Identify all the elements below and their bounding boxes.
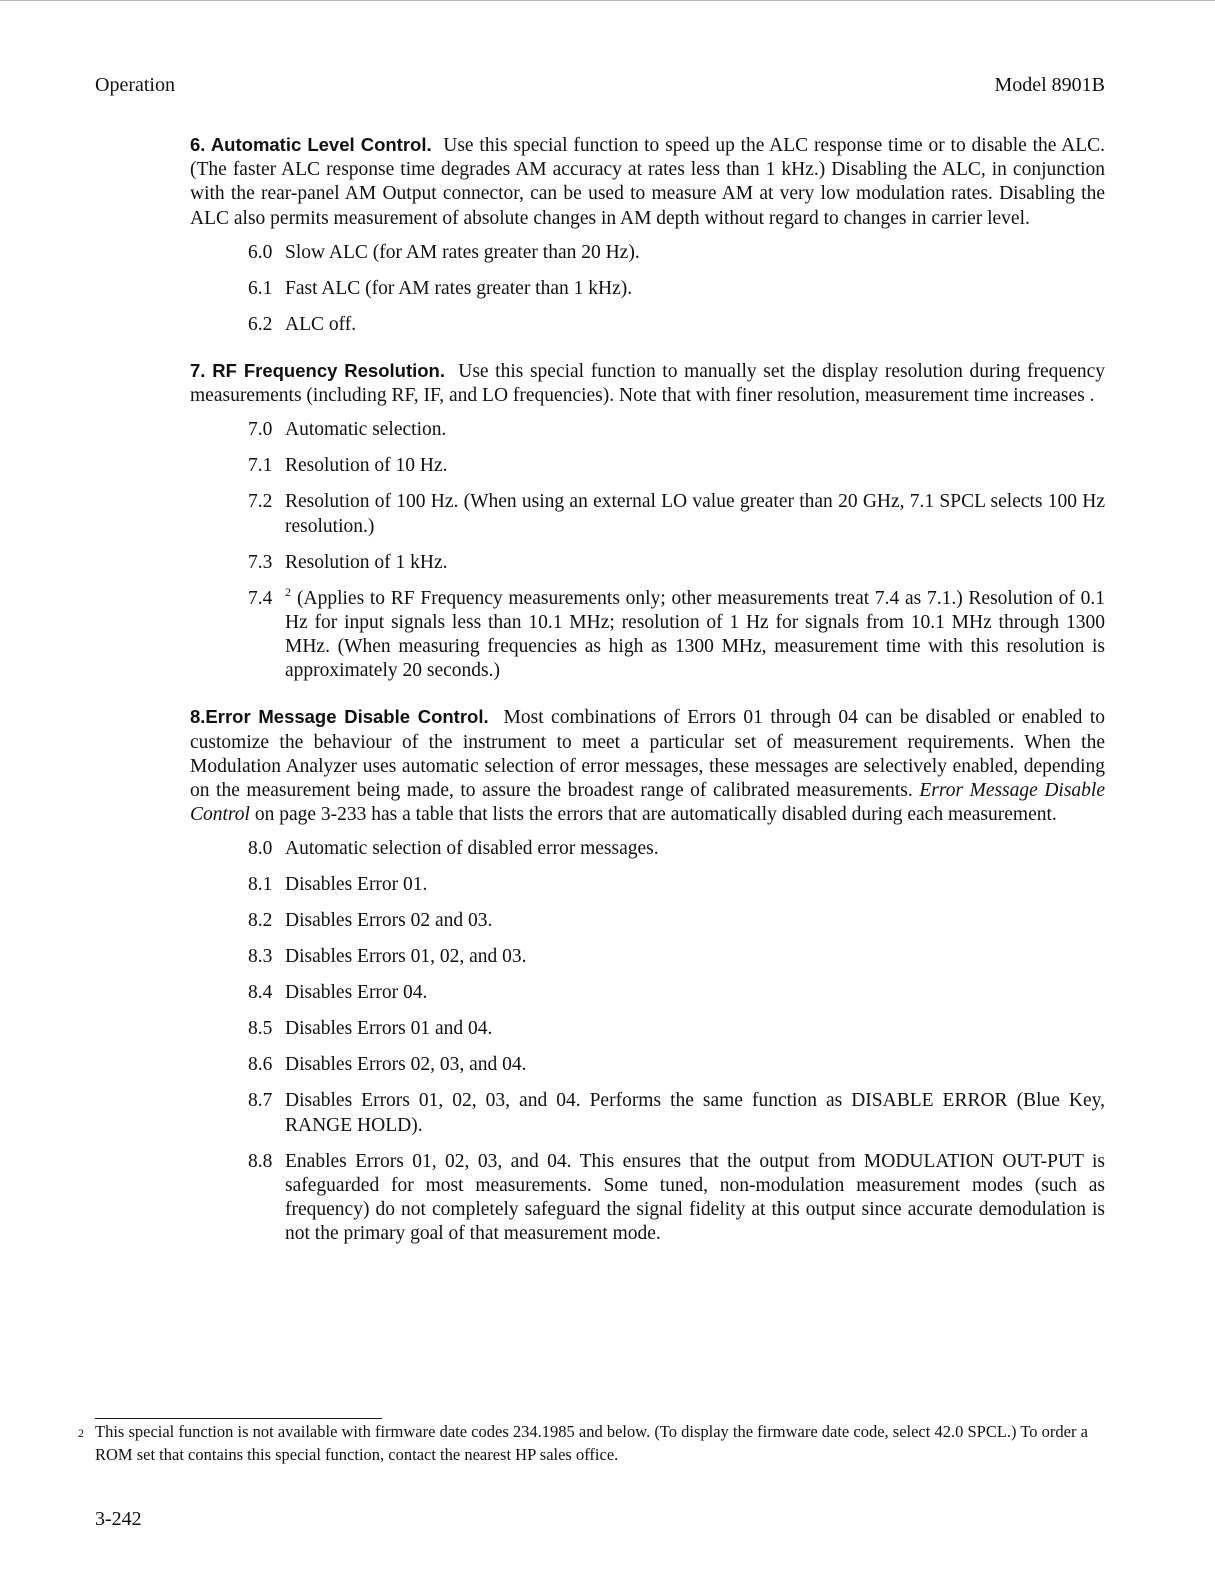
section-paragraph — [190, 359, 1105, 408]
item-text: Disables Errors 02, 03, and 04. — [285, 1054, 527, 1076]
item-number: 8.6 — [248, 1054, 273, 1076]
item-number: 8.4 — [248, 982, 273, 1004]
page-number: 3-242 — [95, 1508, 142, 1530]
item-number: 8.5 — [248, 1018, 273, 1040]
item-number: 6.1 — [248, 277, 273, 299]
section-body: Use this special function to speed up the ALC response time or to disable the ALC. (The faster ALC response time degrades AM accuracy at rates less than 1 kHz.) Disabling the ALC, in conjunction with the rear-panel AM Output connector, can be used to measure AM at very low modulation rates. Disabling the ALC also permits measurement of absolute changes in AM depth without regard to changes in carrier level. — [190, 135, 1106, 229]
option-list — [248, 418, 1105, 683]
item-number: 7.3 — [248, 551, 273, 573]
item-text: Enables Errors 01, 02, 03, and 04. This ensures that the output from MODULATION OUT-PUT is safeguarded for most measurements. Some tuned, non-modulation measurement modes (such as frequency) do not completely safeguard the signal fidelity at this output since accurate demodulation is not the primary goal of that measurement mode. — [285, 1150, 1105, 1245]
list-item — [248, 1089, 1105, 1137]
footnote-text: This special function is not available with firmware date codes 234.1985 and below. (To display the firmware date code, select 42.0 SPCL.) To order a ROM set that contains this special function, contact the nearest HP sales office. — [95, 1422, 1088, 1464]
page-body — [190, 133, 1105, 1268]
item-text: Automatic selection of disabled error messages. — [285, 838, 659, 860]
list-item — [248, 1150, 1105, 1247]
list-item — [248, 277, 1105, 301]
running-header-model: Model 8901B — [994, 74, 1105, 96]
option-list — [248, 837, 1105, 1246]
section-title: 7. RF Frequency Resolution. — [190, 360, 445, 382]
list-item — [248, 1053, 1105, 1077]
item-number: 8.0 — [248, 838, 273, 860]
item-number: 8.8 — [248, 1150, 273, 1172]
item-number: 6.0 — [248, 241, 273, 263]
footnote-reference: 2 — [285, 585, 291, 600]
item-number: 8.3 — [248, 946, 273, 968]
list-item — [248, 241, 1105, 265]
list-item — [248, 837, 1105, 861]
item-text — [285, 587, 1105, 684]
item-number: 7.4 — [248, 587, 273, 609]
item-number: 6.2 — [248, 313, 273, 335]
section-title: 6. Automatic Level Control. — [190, 134, 432, 155]
footnote-mark: 2 — [78, 1426, 84, 1440]
item-number: 7.2 — [248, 491, 273, 513]
item-text: Disables Errors 01, 02, 03, and 04. Performs the same function as DISABLE ERROR (Blue Key, RANGE HOLD). — [285, 1090, 1105, 1136]
section-paragraph — [190, 133, 1105, 231]
item-text: Disables Errors 02 and 03. — [285, 910, 493, 932]
item-text: Resolution of 1 kHz. — [285, 551, 448, 573]
item-number: 8.1 — [248, 874, 273, 896]
item-text: Slow ALC (for AM rates greater than 20 Hz). — [285, 241, 640, 263]
item-text: Disables Errors 01 and 04. — [285, 1018, 493, 1040]
list-item — [248, 1017, 1105, 1041]
item-number: 8.2 — [248, 910, 273, 932]
section-error-message-disable-control — [190, 705, 1105, 1246]
footnote-divider — [95, 1418, 382, 1419]
section-paragraph — [190, 705, 1105, 827]
item-text: Resolution of 10 Hz. — [285, 455, 448, 477]
cross-reference: Error Message Disable Control — [190, 780, 1105, 826]
footnote — [78, 1420, 1095, 1466]
list-item — [248, 909, 1105, 933]
item-text: Disables Error 04. — [285, 982, 428, 1004]
item-text: Automatic selection. — [285, 419, 447, 441]
item-text: Disables Error 01. — [285, 874, 428, 896]
item-number: 7.1 — [248, 455, 273, 477]
list-item — [248, 313, 1105, 337]
item-text: Fast ALC (for AM rates greater than 1 kHz). — [285, 277, 633, 299]
list-item — [248, 454, 1105, 478]
section-body: Use this special function to manually set the display resolution during frequency measurements (including RF, IF, and LO frequencies). Note that with finer resolution, measurement time increases . — [190, 361, 1105, 407]
section-rf-frequency-resolution — [190, 359, 1105, 683]
item-number: 7.0 — [248, 419, 273, 441]
list-item — [248, 551, 1105, 575]
list-item — [248, 418, 1105, 442]
list-item — [248, 981, 1105, 1005]
list-item — [248, 490, 1105, 538]
item-number: 8.7 — [248, 1090, 273, 1112]
top-border-line — [0, 0, 1215, 1]
item-text: Resolution of 100 Hz. (When using an external LO value greater than 20 GHz, 7.1 SPCL selects 100 Hz resolution.) — [285, 491, 1105, 537]
running-header-section: Operation — [95, 74, 175, 96]
list-item — [248, 873, 1105, 897]
list-item — [248, 945, 1105, 969]
option-list — [248, 241, 1105, 337]
section-body: Most combinations of Errors 01 through 04 can be disabled or enabled to customize the behaviour of the instrument to meet a particular set of measurement requirements. When the Modulation Analyzer uses automatic selection of error messages, these messages are selectively enabled, depending on the measurement being made, to assure the broadest range of calibrated measurements. — [190, 707, 1106, 802]
section-body-continued: on page 3-233 has a table that lists the errors that are automatically disabled during each measurement. — [254, 804, 1057, 826]
section-automatic-level-control — [190, 133, 1105, 337]
list-item — [248, 587, 1105, 684]
section-title: 8.Error Message Disable Control. — [190, 706, 489, 728]
item-text: ALC off. — [285, 313, 357, 335]
item-text: Disables Errors 01, 02, and 03. — [285, 946, 527, 968]
item-text-body: (Applies to RF Frequency measurements only; other measurements treat 7.4 as 7.1.) Resolution of 0.1 Hz for input signals less than 10.1 MHz; resolution of 1 Hz for signals from 10.1 MHz through 1300 MHz. (When measuring frequencies as high as 1300 MHz, measurement time with this resolution is approximately 20 seconds.) — [285, 587, 1105, 682]
